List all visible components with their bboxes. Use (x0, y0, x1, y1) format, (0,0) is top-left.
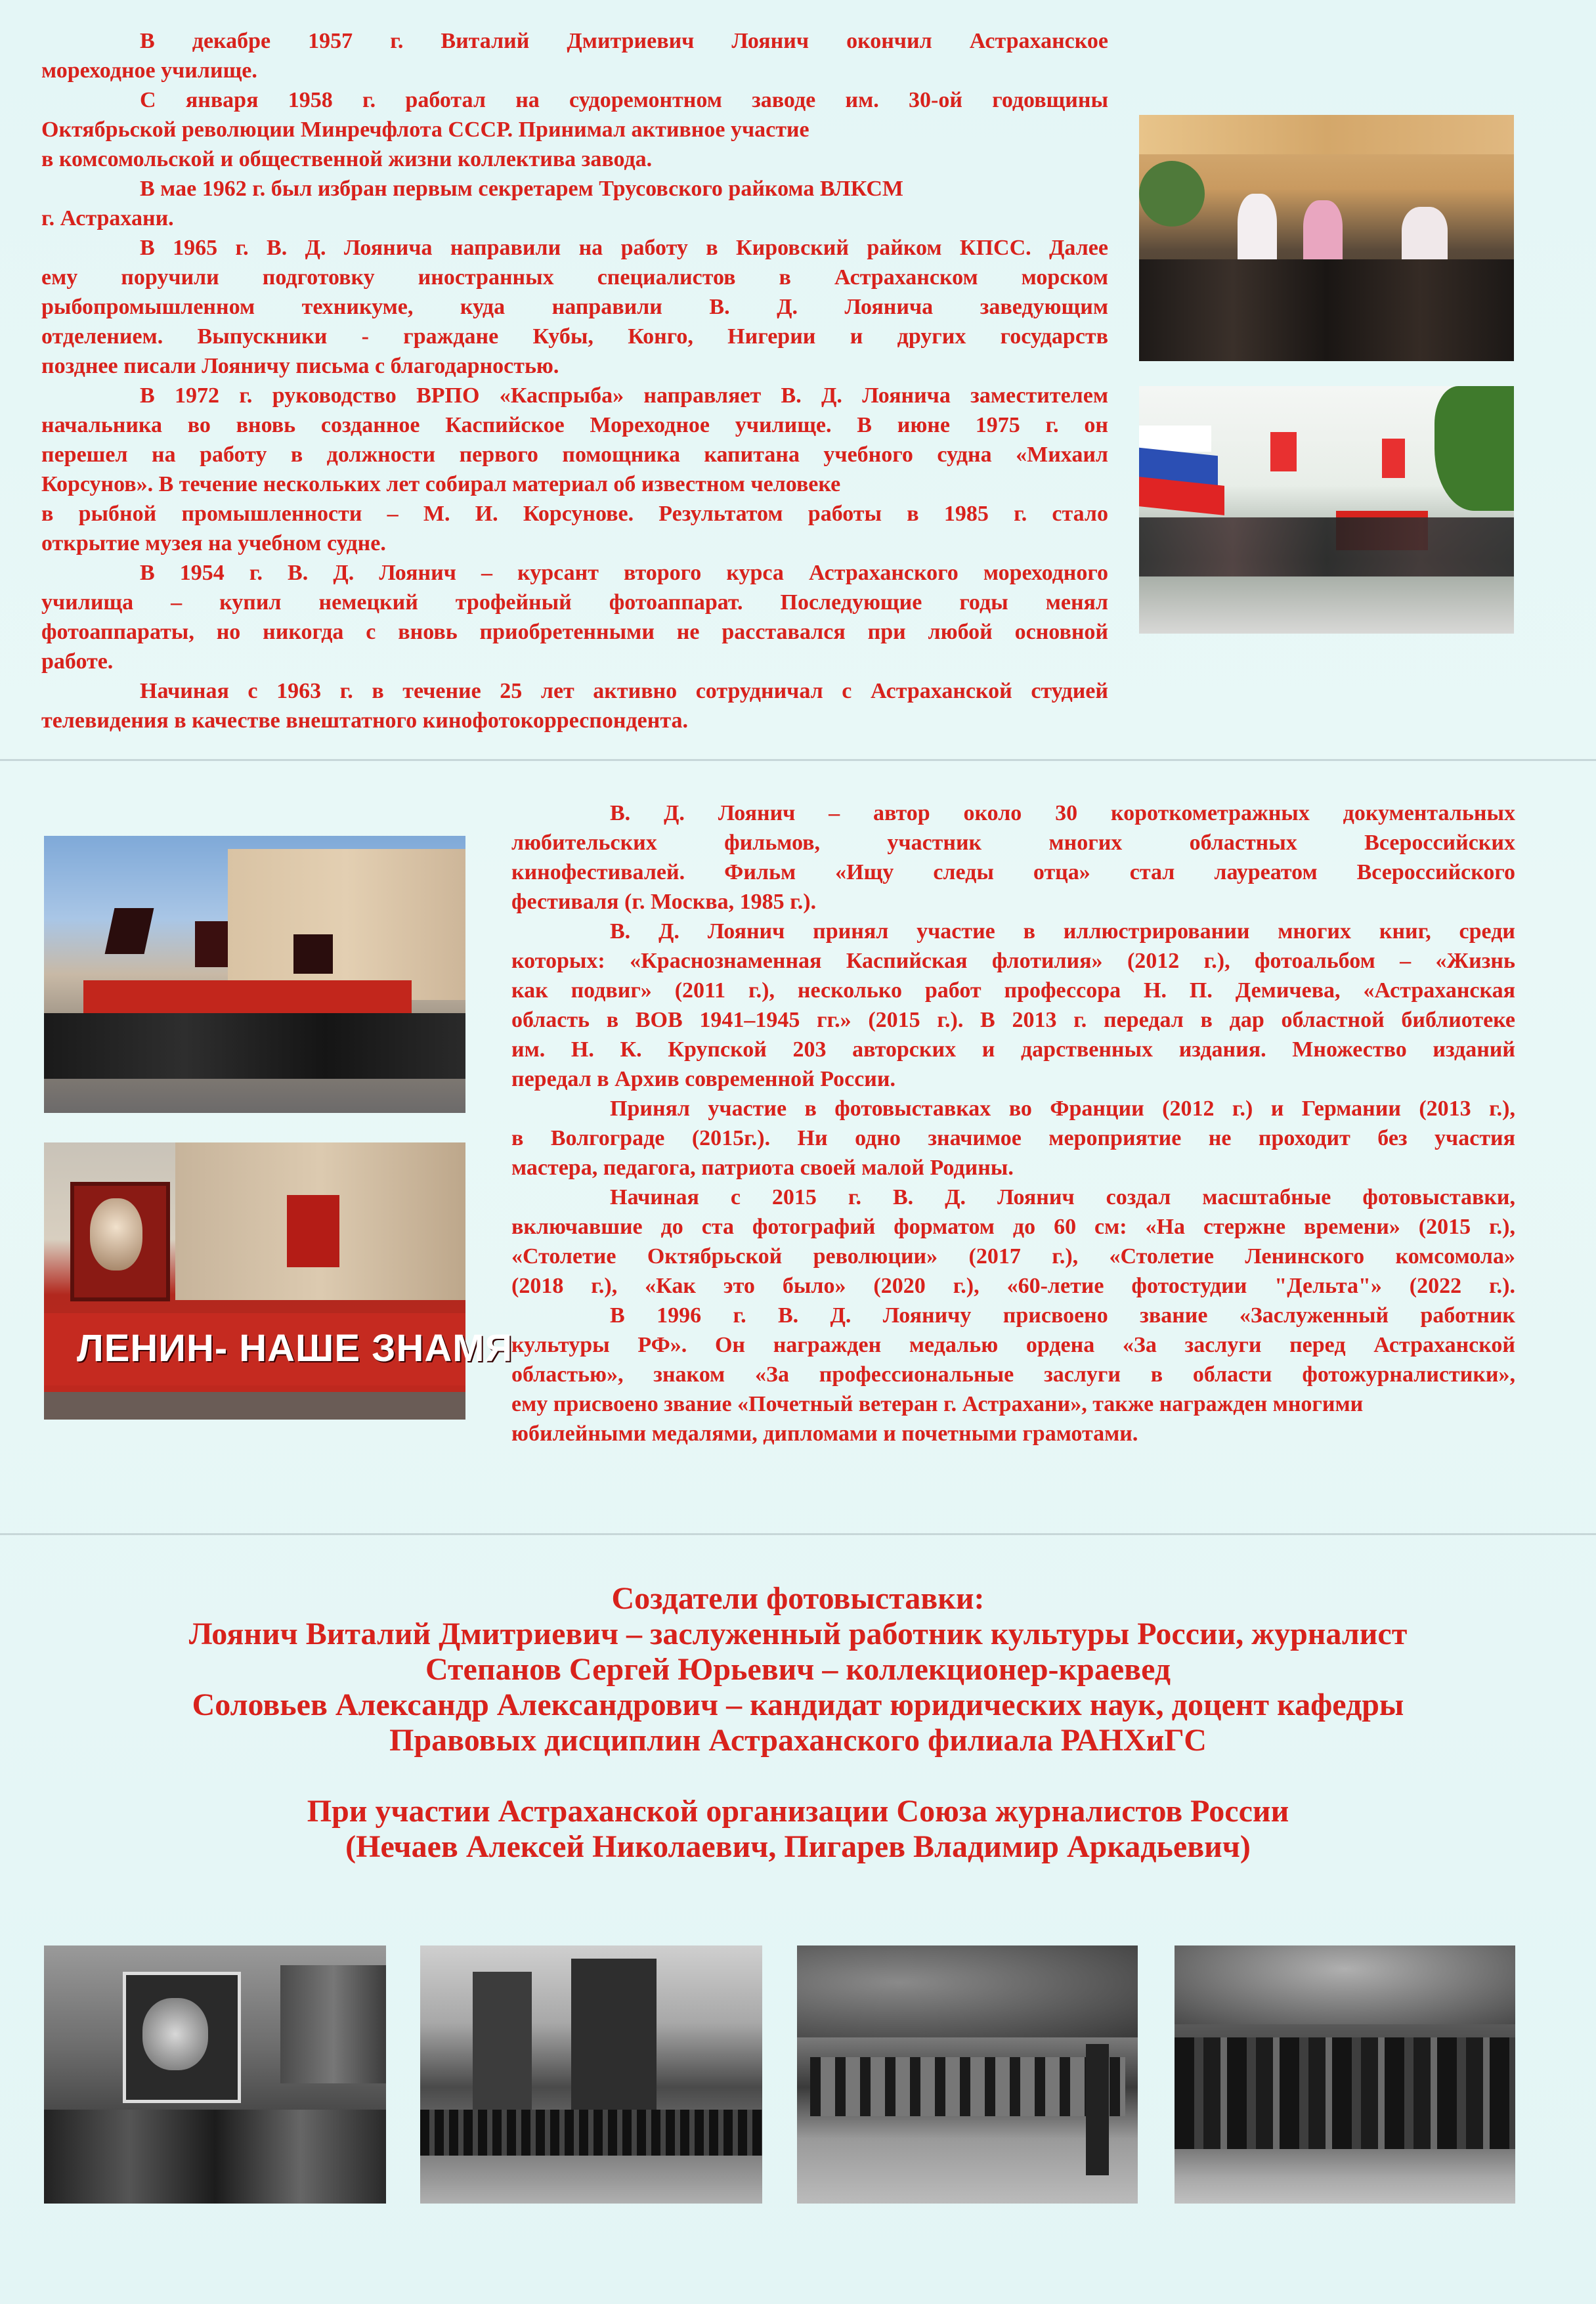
text-line: В 1954 г. В. Д. Лоянич – курсант второго курса Астраханского мореходного (140, 561, 1108, 585)
text-line: юбилейными медалями, дипломами и почетными грамотами. (511, 1422, 1138, 1446)
credits-heading: Создатели фотовыставки: (611, 1581, 985, 1616)
text-line: в комсомольской и общественной жизни коллектива завода. (41, 147, 653, 171)
text-line: (2018 г.), «Как это было» (2020 г.), «60-летие фотостудии "Дельта"» (2022 г.). (511, 1274, 1515, 1298)
text-line: область в ВОВ 1941–1945 гг.» (2015 г.). В 2013 г. передал в дар областной библиотеке (511, 1008, 1515, 1032)
photo-bw-veterans-march (1175, 1945, 1515, 2204)
text-line: Корсунов». В течение нескольких лет собирал материал об известном человеке (41, 472, 841, 496)
text-line: училища – купил немецкий трофейный фотоаппарат. Последующие годы менял (41, 590, 1108, 615)
photo-lenin-banner (44, 1142, 513, 1420)
photo-parade-children (1139, 115, 1514, 361)
participation-line: При участии Астраханской организации Союза журналистов России (307, 1794, 1289, 1829)
photo-flags-march (1139, 386, 1514, 634)
text-line: кинофестивалей. Фильм «Ищу следы отца» стал лауреатом Всероссийского (511, 860, 1515, 884)
text-line: В 1965 г. В. Д. Лоянича направили на работу в Кировский райком КПСС. Далее (140, 236, 1108, 260)
text-line: в рыбной промышленности – М. И. Корсунове. Результатом работы в 1985 г. стало (41, 502, 1108, 526)
text-line: В мае 1962 г. был избран первым секретарем Трусовского райкома ВЛКСМ (140, 177, 904, 201)
photo-bw-veterans-square (797, 1945, 1138, 2204)
fold-line (0, 1533, 1596, 1535)
text-line: В. Д. Лоянич – автор около 30 короткометражных документальных (610, 801, 1515, 825)
text-line: телевидения в качестве внештатного кинофотокорреспондента. (41, 708, 688, 733)
text-line: Принял участие в фотовыставках во Франции (2012 г.) и Германии (2013 г.), (610, 1097, 1515, 1121)
text-line: работе. (41, 649, 114, 674)
fold-line (0, 759, 1596, 761)
text-line: позднее писали Лояничу письма с благодарностью. (41, 354, 559, 378)
text-line: В 1996 г. В. Д. Лояничу присвоено звание «Заслуженный работник (610, 1303, 1515, 1328)
text-line: г. Астрахани. (41, 206, 174, 230)
text-line: включавшие до ста фотографий форматом до 60 см: «На стержне времени» (2015 г.), (511, 1215, 1515, 1239)
text-line: В 1972 г. руководство ВРПО «Каспрыба» направляет В. Д. Лоянича заместителем (140, 383, 1108, 408)
text-line: фотоаппараты, но никогда с вновь приобретенными не расставался при любой основной (41, 620, 1108, 644)
text-line: Начиная с 2015 г. В. Д. Лоянич создал масштабные фотовыставки, (610, 1185, 1515, 1209)
text-line: которых: «Краснознаменная Каспийская флотилия» (2012 г.), фотоальбом – «Жизнь (511, 949, 1515, 973)
text-line: рыбопромышленном техникуме, куда направили В. Д. Лоянича заведующим (41, 295, 1108, 319)
text-line: В. Д. Лоянич принял участие в иллюстрировании многих книг, среди (610, 919, 1515, 944)
credit-line: Степанов Сергей Юрьевич – коллекционер-краевед (425, 1652, 1171, 1687)
text-line: Октябрьской революции Минречфлота СССР. Принимал активное участие (41, 118, 809, 142)
photo-soviet-parade-flags (44, 836, 465, 1113)
lenin-banner-text: ЛЕНИН- НАШЕ ЗНАМЯ (77, 1327, 513, 1370)
credit-line: Соловьев Александр Александрович – кандидат юридических наук, доцент кафедры (192, 1687, 1404, 1722)
text-line: как подвиг» (2011 г.), несколько работ профессора Н. П. Демичева, «Астраханская (511, 978, 1515, 1003)
credit-line: Лоянич Виталий Дмитриевич – заслуженный работник культуры России, журналист (188, 1617, 1408, 1651)
text-line: мореходное училище. (41, 58, 257, 83)
text-line: передал в Архив современной России. (511, 1067, 895, 1091)
text-line: фестиваля (г. Москва, 1985 г.). (511, 890, 817, 914)
text-line: начальника во вновь созданное Каспийское Мореходное училище. В июне 1975 г. он (41, 413, 1108, 437)
text-line: культуры РФ». Он награжден медалью ордена «За заслуги перед Астраханской (511, 1333, 1515, 1357)
credit-line: Правовых дисциплин Астраханского филиала РАНХиГС (389, 1723, 1207, 1758)
middle-text-block (511, 798, 1515, 1448)
photo-bw-red-square-march (420, 1945, 762, 2204)
text-line: ему присвоено звание «Почетный ветеран г. Астрахани», также награжден многими (511, 1392, 1364, 1416)
text-line: в Волгограде (2015г.). Ни одно значимое мероприятие не проходит без участия (511, 1126, 1515, 1150)
top-text-block (41, 26, 1108, 735)
text-line: мастера, педагога, патриота своей малой Родины. (511, 1156, 1014, 1180)
text-line: ему поручили подготовку иностранных специалистов в Астраханском морском (41, 265, 1108, 290)
participation-line: (Нечаев Алексей Николаевич, Пигарев Владимир Аркадьевич) (345, 1829, 1251, 1864)
text-line: С января 1958 г. работал на судоремонтном заводе им. 30-ой годовщины (140, 88, 1108, 112)
text-line: Начиная с 1963 г. в течение 25 лет активно сотрудничал с Астраханской студией (140, 679, 1108, 703)
text-line: открытие музея на учебном судне. (41, 531, 386, 555)
text-line: В декабре 1957 г. Виталий Дмитриевич Лоянич окончил Астраханское (140, 29, 1108, 53)
text-line: областью», знаком «За профессиональные заслуги в области фотожурналистики», (511, 1362, 1515, 1387)
photo-bw-demonstration (44, 1945, 386, 2204)
text-line: «Столетие Октябрьской революции» (2017 г.), «Столетие Ленинского комсомола» (511, 1244, 1515, 1269)
text-line: перешел на работу в должности первого помощника капитана учебного судна «Михаил (41, 443, 1108, 467)
text-line: любительских фильмов, участник многих областных Всероссийских (511, 831, 1515, 855)
text-line: отделением. Выпускники - граждане Кубы, Конго, Нигерии и других государств (41, 324, 1108, 349)
credits-section (0, 1581, 1596, 1865)
text-line: им. Н. К. Крупской 203 авторских и дарственных издания. Множество изданий (511, 1037, 1515, 1062)
